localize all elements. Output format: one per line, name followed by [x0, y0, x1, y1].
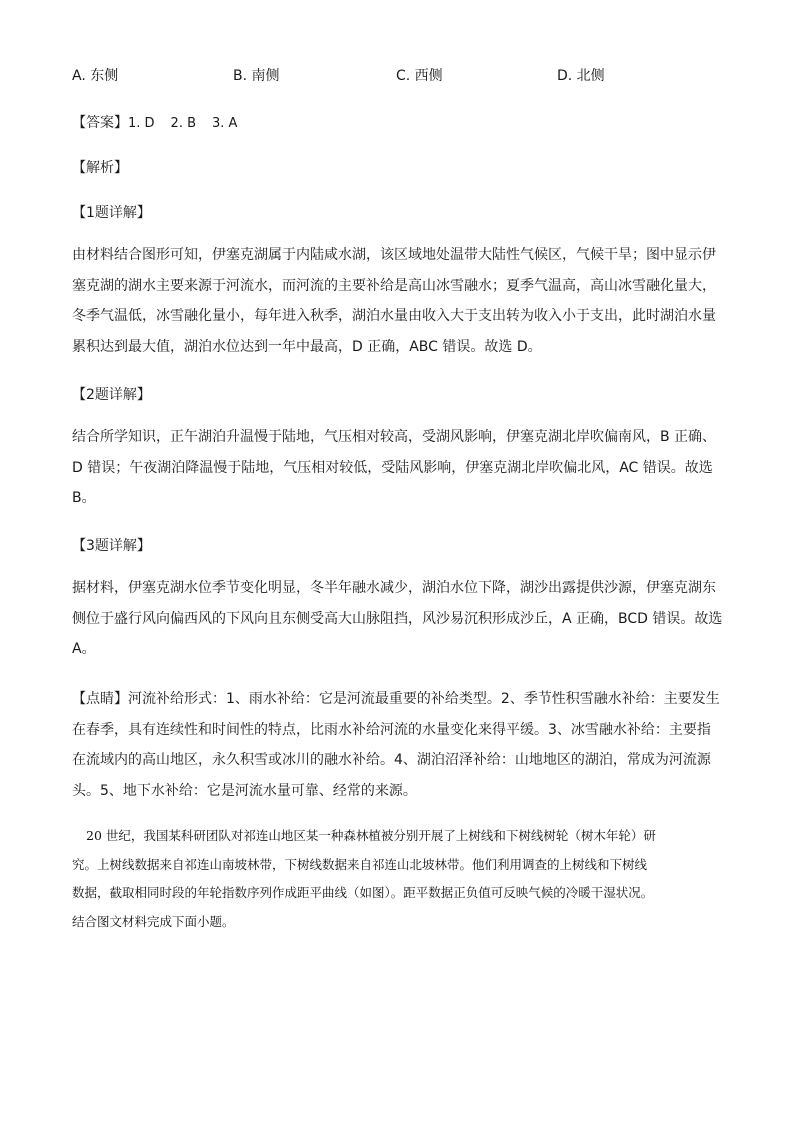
analysis-label: 【解析】	[72, 160, 128, 176]
text-line: D 错误；午夜湖泊降温慢于陆地，气压相对较低，受陆风影响，伊塞克湖北岸吹偏北风，AC 错误。故选	[72, 459, 713, 476]
text-line: 究。上树线数据来自祁连山南坡林带，下树线数据来自祁连山北坡林带。他们利用调查的上树线和下树线	[72, 856, 648, 872]
text-line: 由材料结合图形可知，伊塞克湖属于内陆咸水湖，该区域地处温带大陆性气候区，气候干旱；图中显示伊	[72, 247, 716, 263]
text-line: A。	[72, 641, 96, 657]
option-d: D. 北侧	[557, 68, 605, 84]
answer-item: 2. B	[170, 116, 197, 131]
answer-options	[72, 65, 722, 87]
text-line: 20 世纪，我国某科研团队对祁连山地区某一种森林植被分别开展了上树线和下树线树轮（树木年轮）研	[86, 828, 656, 843]
text-line: 数据，截取相同时段的年轮指数序列作成距平曲线（如图）。距平数据正负值可反映气候的冷暖干湿状况。	[72, 885, 654, 900]
answer-label: 【答案】	[72, 115, 128, 131]
tip-section	[72, 684, 724, 806]
text-line: B。	[72, 490, 96, 506]
answer-item: 3. A	[212, 116, 238, 131]
material-passage	[72, 822, 732, 936]
text-line: 结合图文材料完成下面小题。	[72, 913, 235, 929]
text-line: 在流域内的高山地区，永久积雪或冰川的融水补给。4、湖泊沼泽补给：山地地区的湖泊，常成为河流源	[72, 752, 711, 768]
text-line: 【点睛】河流补给形式：1、雨水补给：它是河流最重要的补给类型。2、季节性积雪融水补给：主要发生	[72, 691, 720, 707]
text-line: 冬季气温低，冰雪融化量小，每年进入秋季，湖泊水量由收入大于支出转为收入小于支出，此时湖泊水量	[72, 308, 716, 324]
option-b: B. 南侧	[233, 68, 280, 84]
text-line: 累积达到最大值，湖泊水位达到一年中最高，D 正确，ABC 错误。故选 D。	[72, 338, 542, 355]
text-line: 据材料，伊塞克湖水位季节变化明显，冬半年融水减少，湖泊水位下降，湖沙出露提供沙源，伊塞克湖东	[72, 580, 716, 596]
option-c: C. 西侧	[396, 68, 443, 84]
text-line: 结合所学知识，正午湖泊升温慢于陆地，气压相对较高，受湖风影响，伊塞克湖北岸吹偏南风，B 正确、	[72, 429, 717, 445]
q2-explanation	[72, 422, 724, 514]
text-line: 头。5、地下水补给：它是河流水量可靠、经常的来源。	[72, 782, 417, 799]
text-line: 侧位于盛行风向偏西风的下风向且东侧受高大山脉阻挡，风沙易沉积形成沙丘，A 正确，BCD 错误。故选	[72, 610, 723, 627]
text-line: 在春季，具有连续性和时间性的特点，比雨水补给河流的水量变化来得平缓。3、冰雪融水补给：主要指	[72, 721, 711, 738]
q3-heading: 【3题详解】	[72, 538, 151, 554]
text-line: 塞克湖的湖水主要来源于河流水，而河流的主要补给是高山冰雪融水；夏季气温高，高山冰雪融化量大，	[72, 277, 716, 294]
q1-explanation	[72, 240, 724, 362]
q2-heading: 【2题详解】	[72, 387, 151, 403]
answer-line	[72, 112, 253, 132]
option-a: A. 东侧	[72, 68, 119, 84]
q3-explanation	[72, 573, 724, 665]
q1-heading: 【1题详解】	[72, 205, 151, 221]
answer-item: 1. D	[128, 116, 155, 131]
